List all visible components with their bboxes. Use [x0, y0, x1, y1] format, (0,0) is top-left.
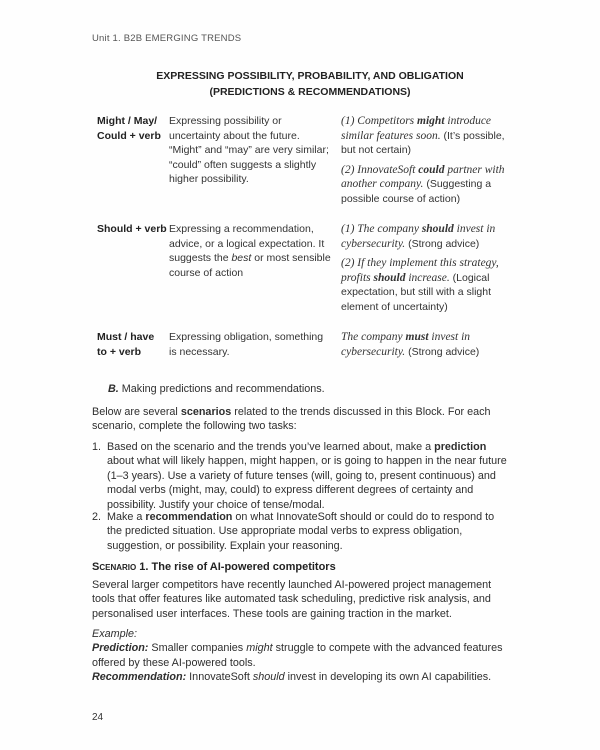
part-b-heading: B. Making predictions and recommendations.	[108, 383, 325, 395]
section-title-line2: (PREDICTIONS & RECOMMENDATIONS)	[209, 86, 411, 98]
grammar-examples	[341, 330, 517, 364]
definition-line: “Might” and “may” are very similar;	[169, 144, 329, 156]
scenario-title: Scenario 1. The rise of AI-powered competitors	[92, 561, 336, 573]
recommendation-example: Recommendation: InnovateSoft should invest in developing its own AI capabilities.	[92, 671, 492, 684]
task-number: 1.	[92, 441, 102, 453]
section-title	[0, 68, 600, 100]
grammar-definition: Expressing a recommendation, advice, or a logical expectation. It suggests the best or most sensible course of action	[169, 223, 331, 279]
term-line: to + verb	[97, 345, 142, 358]
intro-paragraph: Below are several scenarios related to the trends discussed in this Block. For each scenario, complete the following two tasks:	[92, 406, 491, 433]
grammar-examples	[341, 114, 517, 211]
term-line: Could + verb	[97, 129, 161, 142]
example-block	[92, 627, 512, 685]
definition-line: Expressing possibility or	[169, 115, 282, 127]
term-line: Must / have	[97, 331, 155, 343]
definition-line: higher possibility.	[169, 173, 249, 185]
example-label: Example:	[92, 628, 138, 640]
section-title-line1: EXPRESSING POSSIBILITY, PROBABILITY, AND OBLIGATION	[156, 70, 464, 82]
example-sentence: (1) The company should invest in cybersecurity. (Strong advice)	[341, 223, 496, 250]
page-number: 24	[92, 712, 104, 723]
grammar-term	[97, 114, 167, 143]
task-number: 2.	[92, 511, 102, 523]
term-line: Might / May/	[97, 115, 158, 127]
grammar-definition	[169, 114, 331, 187]
example-sentence: The company must invest in cybersecurity. (Strong advice)	[341, 331, 480, 358]
term-line: Should + verb	[97, 223, 167, 235]
grammar-definition: Expressing obligation, something is necessary.	[169, 331, 324, 358]
task-text: Make a recommendation on what InnovateSoft should or could do to respond to the predicted situation. Use appropriate modal verbs to express obligation, suggestion, or possibility. Explain your reasoning.	[107, 511, 495, 552]
example-sentence: (2) InnovateSoft could partner with another company. (Suggesting a possible course of action)	[341, 163, 505, 205]
scenario-text: Several larger competitors have recently launched AI-powered project management tools that offer features like automated task scheduling, predictive risk analysis, and personalised user interfaces. These tools are gaining traction in the market.	[92, 579, 492, 620]
example-sentence: (2) If they implement this strategy, profits should increase. (Logical expectation, but still with a slight element of uncertainty)	[341, 257, 499, 313]
grammar-term	[97, 222, 167, 237]
example-sentence: (1) Competitors might introduce similar features soon. (It’s possible, but not certain)	[341, 115, 505, 156]
prediction-example: Prediction: Smaller companies might struggle to compete with the advanced features offered by these AI-powered tools.	[92, 642, 503, 669]
definition-line: “could” often suggests a slightly	[169, 158, 317, 171]
grammar-examples	[341, 222, 517, 319]
grammar-term	[97, 330, 167, 359]
running-head: Unit 1. B2B EMERGING TRENDS	[92, 33, 242, 44]
definition-line: uncertainty about the future.	[169, 129, 300, 142]
task-text: Based on the scenario and the trends you’ve learned about, make a prediction about what will likely happen, might happen, or is going to happen in the near future (1–3 years). Use a variety of future tenses (will, going to, present continuous) and modal verbs (might, may, could) to express different degrees of certainty and possibility. Justify your choice of tense/modal.	[107, 441, 507, 511]
